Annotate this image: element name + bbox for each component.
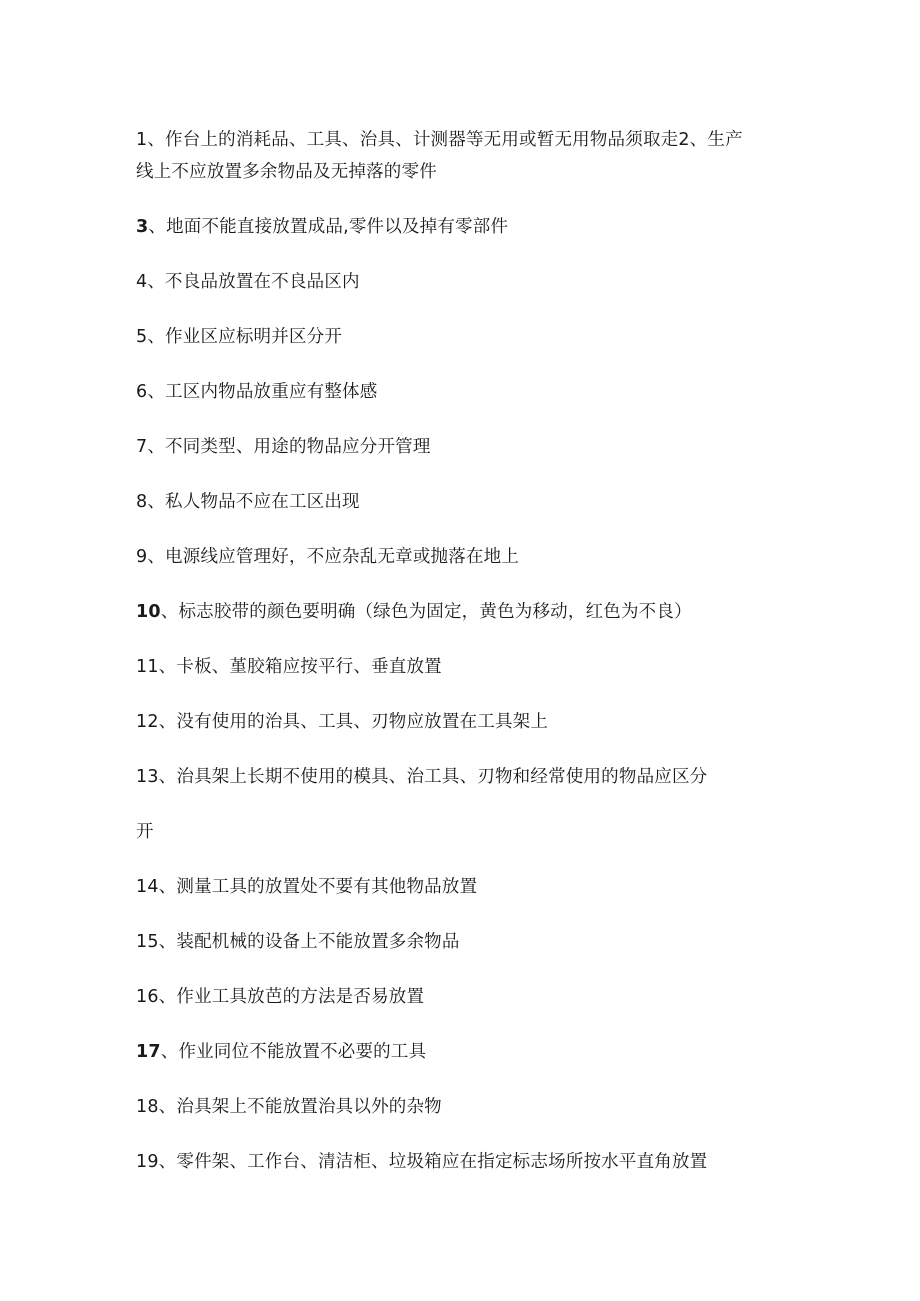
- item-number: 12: [136, 712, 159, 732]
- item-number: 19: [136, 1152, 159, 1172]
- list-item: [136, 436, 431, 458]
- item-text: 、治具架上长期不使用的模具、治工具、刃物和经常使用的物品应区分: [158, 767, 708, 787]
- item-number: 8: [136, 492, 148, 512]
- item-number: 16: [136, 987, 159, 1007]
- item-number: 14: [136, 877, 159, 897]
- item-text: 、装配机械的设备上不能放置多余物品: [158, 932, 460, 952]
- item-number: 7: [136, 437, 148, 457]
- item-text: 、作业同位不能放置不必要的工具: [160, 1042, 427, 1062]
- list-item: [136, 986, 424, 1008]
- item-number: 11: [136, 657, 159, 677]
- item-text: 、卡板、堇胶箱应按平行、垂直放置: [158, 657, 442, 677]
- item-text: 、标志胶带的颜色要明确（绿色为固定，黄色为移动，红色为不良）: [160, 602, 692, 622]
- list-item: [136, 766, 707, 788]
- list-item: [136, 1096, 442, 1118]
- item-number: 17: [136, 1042, 161, 1062]
- list-item: [136, 381, 377, 403]
- list-item: [136, 129, 743, 151]
- item-text: 、零件架、工作台、清洁柜、垃圾箱应在指定标志场所按水平直角放置: [158, 1152, 708, 1172]
- item-text: 、作业区应标明并区分开: [147, 327, 343, 347]
- item-number: 1: [136, 130, 148, 150]
- item-text: 、工区内物品放重应有整体感: [147, 382, 378, 402]
- item-text: 、地面不能直接放置成品,零件以及掉有零部件: [148, 217, 509, 237]
- item-text: 、不良品放置在不良品区内: [147, 272, 360, 292]
- list-item: [136, 491, 360, 513]
- list-item: [136, 546, 519, 568]
- item-number: 13: [136, 767, 159, 787]
- item-number: 18: [136, 1097, 159, 1117]
- item-number: 10: [136, 602, 161, 622]
- list-item: [136, 656, 442, 678]
- item-number: 5: [136, 327, 148, 347]
- list-item: [136, 216, 508, 238]
- list-item: [136, 1151, 707, 1173]
- list-item: [136, 711, 548, 733]
- item-text: 、治具架上不能放置治具以外的杂物: [158, 1097, 442, 1117]
- item-text: 、作业工具放芭的方法是否易放置: [158, 987, 425, 1007]
- list-item: [136, 1041, 426, 1063]
- item-text: 、作台上的消耗品、工具、治具、计测器等无用或暂无用物品须取走2、生产: [147, 130, 743, 150]
- item-text: 、测量工具的放置处不要有其他物品放置: [158, 877, 478, 897]
- list-item-continuation: [136, 161, 437, 183]
- item-number: 6: [136, 382, 148, 402]
- list-item: [136, 931, 460, 953]
- item-number: 4: [136, 272, 148, 292]
- list-item: [136, 326, 342, 348]
- item-text: 线上不应放置多余物品及无掉落的零件: [136, 162, 437, 182]
- item-number: 3: [136, 217, 149, 237]
- item-text: 、没有使用的治具、工具、刃物应放置在工具架上: [158, 712, 549, 732]
- item-text: 、电源线应管理好，不应杂乱无章或抛落在地上: [147, 547, 520, 567]
- list-item: [136, 271, 360, 293]
- item-number: 15: [136, 932, 159, 952]
- list-item: [136, 876, 477, 898]
- list-item-continuation: [136, 821, 154, 843]
- item-text: 开: [136, 822, 154, 842]
- item-text: 、不同类型、用途的物品应分开管理: [147, 437, 431, 457]
- list-item: [136, 601, 692, 623]
- item-number: 9: [136, 547, 148, 567]
- item-text: 、私人物品不应在工区出现: [147, 492, 360, 512]
